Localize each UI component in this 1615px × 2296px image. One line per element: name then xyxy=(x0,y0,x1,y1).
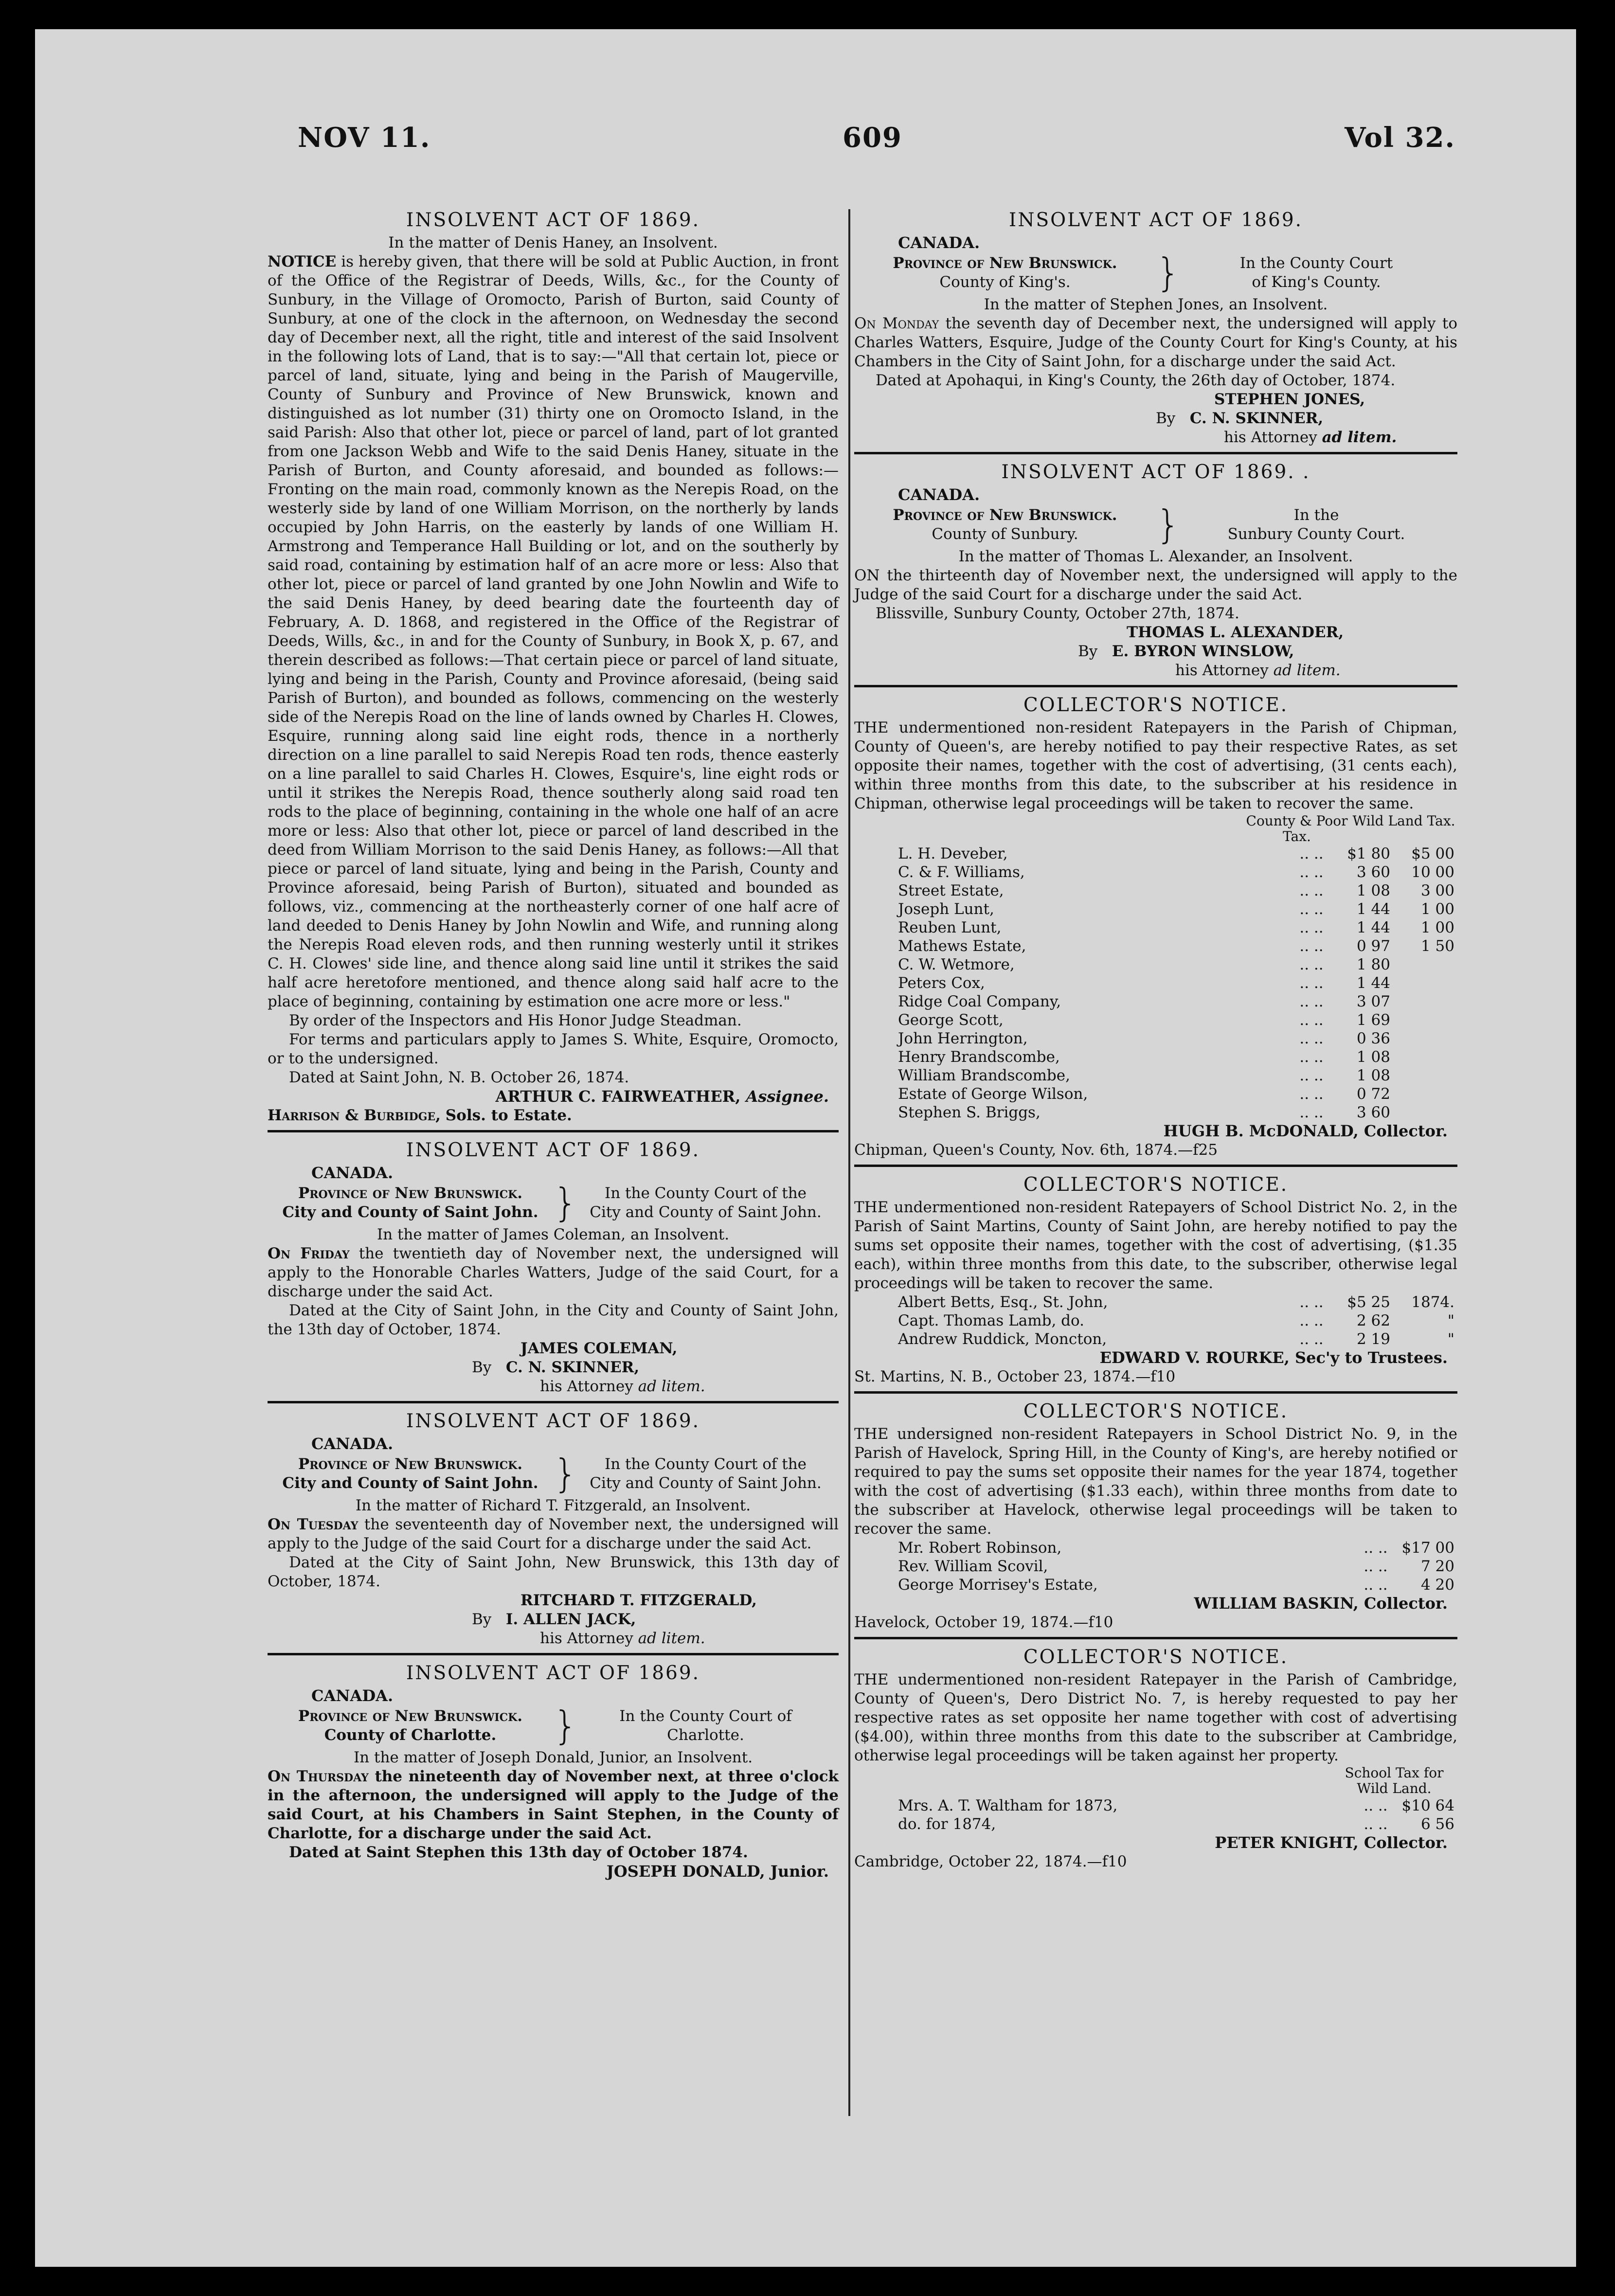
leader-dots: .. .. xyxy=(1364,1797,1388,1814)
tax-amount-2 xyxy=(1393,974,1457,992)
attorney-role xyxy=(540,1629,839,1648)
by-label: By xyxy=(1078,643,1098,660)
tax-amount: 1 08 xyxy=(1356,1048,1390,1066)
tax-amount-2 xyxy=(1393,1011,1457,1029)
tax-amount: 1 44 xyxy=(1356,919,1390,936)
notice-fitzgerald xyxy=(268,1410,839,1648)
county: City and County of Saint John. xyxy=(282,1203,538,1221)
court-line-1: In the xyxy=(1293,506,1339,524)
court-block xyxy=(268,1451,839,1496)
tax-amount-2 xyxy=(1393,955,1457,974)
notice-body-text: is hereby given, that there will be sold at Public Auction, in front of the Office of the Registrar of Deeds, Wills, &c., for the County of Sunbury, in the Village of Oromocto, Parish of Burton, said County of Sunbury, at one of the clock in the afternoon, on Wednesday the second day of December next, all the right, title and interest of the said Insolvent in the following lots of Land, that is to say:—"All that certain lot, piece or parcel of land, situate, lying and being in the Parish of Maugerville, County of Sunbury and Province of New Brunswick, known and distinguished as lot number (31) thirty one on Oromocto Island, in the said Parish: Also that other lot, piece or parcel of land, part of lot granted from one Jackson Webb and Wife to the said Denis Haney, situate in the Parish of Burton, and County aforesaid, and bounded as follows:—Fronting on the main road, commonly known as the Nerepis Road, on the westerly side by land of one William Morrison, on the northerly by lands occupied by John Harris, on the easterly by lands of one William H. Armstrong and Temperance Hall Building or lot, and on the southerly by said road, containing by estimation half of an acre more or less: Also that other lot, piece or parcel of land granted by one John Nowlin and Wife to the said Denis Haney, by deed bearing date the fourteenth day of February, A. D. 1868, and registered in the Office of the Registrar of Deeds, Wills, &c., in and for the County of Sunbury, in Book X, p. 67, and therein described as follows:—That certain piece or parcel of land situate, lying and being in the Parish, County and Province aforesaid, (being said Parish of Burton), and bounded as follows, commencing on the westerly side of the Nerepis Road on the line of lands owned by Charles H. Clowes, Esquire, running along said line eight rods, thence in a northerly direction on a line parallel to said Nerepis Road ten rods, thence easterly on a line parallel to said Charles H. Clowes, Esquire's, line eight rods or until it strikes the Nerepis Road, thence southerly along said road ten rods to the place of beginning, containing in the whole one half of an acre more or less: Also that other lot, piece or parcel of land described in the deed from William Morrison to the said Denis Haney, as follows:—All that piece or parcel of land situate, lying and being in the Parish, County and Province aforesaid, being Parish of Burton), situated and bounded as follows, viz., commencing at the northeasterly corner of one half acre of land deeded to Denis Haney by John Nowlin and Wife, and running along the Nerepis Road eleven rods, and then running westerly until it strikes C. H. Clowes' side line, and thence along said line until it strikes the said half acre heretofore mentioned, and thence along said half acre to the place of beginning, containing by estimation one acre more or less." xyxy=(268,253,839,1010)
notice-title: INSOLVENT ACT OF 1869. xyxy=(406,1410,700,1432)
attorney-role-text: his Attorney xyxy=(540,1630,633,1647)
leader-dots: .. .. xyxy=(1364,1558,1388,1575)
ratepayer-name: Street Estate, xyxy=(898,882,1004,899)
notice-signer: PETER KNIGHT, Collector. xyxy=(1215,1833,1448,1852)
court-line-1: In the County Court of the xyxy=(604,1455,807,1473)
right-column xyxy=(854,209,1457,2267)
leader-dots: .. .. xyxy=(1299,1011,1324,1029)
attorney-name: C. N. SKINNER, xyxy=(505,1359,640,1376)
notice-title: INSOLVENT ACT OF 1869. xyxy=(406,1139,700,1161)
court-left xyxy=(854,506,1156,544)
notice-canada: CANADA. xyxy=(898,485,980,504)
leader-dots: .. .. xyxy=(1299,1312,1324,1329)
ad-litem: ad litem. xyxy=(638,1378,705,1395)
tax-table xyxy=(854,1796,1457,1833)
notice-saint-martins xyxy=(854,1174,1457,1386)
table-row xyxy=(854,900,1457,918)
tax-amount: 1 08 xyxy=(1356,1067,1390,1084)
court-line-1: In the County Court of the xyxy=(604,1184,807,1202)
notice-matter: In the matter of Joseph Donald, Junior, an Insolvent. xyxy=(353,1749,753,1766)
notice-body-text: the twentieth day of November next, the undersigned will apply to the Honorable Charles Watters, Judge of the said Court, for a discharge under the said Act. xyxy=(268,1245,839,1300)
court-block xyxy=(854,250,1457,295)
notice-dated: Dated at the City of Saint John, in the City and County of Saint John, the 13th day of October, 1874. xyxy=(268,1302,839,1338)
notice-dated: Cambridge, October 22, 1874.—f10 xyxy=(854,1853,1127,1870)
leader-dots: .. .. xyxy=(1364,1815,1388,1833)
tax-amount-2: 1 50 xyxy=(1420,937,1454,955)
table-row xyxy=(854,992,1457,1011)
table-row xyxy=(854,1293,1457,1311)
table-row xyxy=(854,881,1457,900)
table-row xyxy=(854,1815,1457,1833)
court-line-1: In the County Court of xyxy=(619,1707,792,1725)
notice-signer: JAMES COLEMAN, xyxy=(520,1340,678,1357)
table-row xyxy=(854,1048,1457,1066)
court-line-2: of King's County. xyxy=(1252,273,1381,291)
table-row xyxy=(854,1576,1457,1594)
notice-signer: EDWARD V. ROURKE, Sec'y to Trustees. xyxy=(1099,1348,1448,1367)
court-right xyxy=(573,1455,839,1493)
brace-icon: } xyxy=(1156,502,1181,547)
tax-amount: 2 19 xyxy=(1356,1330,1390,1348)
header-volume: Vol 32. xyxy=(1345,122,1455,154)
table-row xyxy=(854,1796,1457,1815)
ratepayer-name: Henry Brandscombe, xyxy=(898,1048,1060,1066)
notice-donald xyxy=(268,1662,839,1881)
tax-column-header: School Tax for Wild Land. xyxy=(1345,1765,1444,1796)
notice-solicitors xyxy=(268,1106,839,1125)
notice-chipman xyxy=(854,694,1457,1160)
notice-matter: In the matter of Richard T. Fitzgerald, an Insolvent. xyxy=(355,1497,751,1514)
ratepayer-name: Albert Betts, Esq., St. John, xyxy=(898,1293,1108,1311)
notice-attorney xyxy=(1078,642,1457,661)
tax-amount: 0 36 xyxy=(1356,1030,1390,1047)
ratepayer-name: L. H. Deveber, xyxy=(898,845,1008,862)
notice-separator xyxy=(854,685,1457,687)
leader-dots: .. .. xyxy=(1364,1576,1388,1594)
notice-cambridge xyxy=(854,1646,1457,1871)
table-row xyxy=(854,955,1457,974)
notice-body xyxy=(268,1515,839,1553)
tax-amount-2 xyxy=(1393,992,1457,1011)
ratepayer-name: Mr. Robert Robinson, xyxy=(898,1539,1062,1557)
notice-coleman xyxy=(268,1139,839,1396)
leader-dots: .. .. xyxy=(1299,1104,1324,1121)
tax-amount: 3 07 xyxy=(1356,993,1390,1010)
province: Province of New Brunswick. xyxy=(298,1184,523,1202)
ratepayer-name: Capt. Thomas Lamb, do. xyxy=(898,1312,1084,1329)
notice-separator xyxy=(854,1391,1457,1394)
tax-amount-2 xyxy=(1393,1085,1457,1103)
notice-body xyxy=(268,1767,839,1843)
notice-signer: JOSEPH DONALD, Junior. xyxy=(606,1862,829,1881)
notice-signer: HUGH B. McDONALD, Collector. xyxy=(1163,1122,1448,1140)
page-header xyxy=(298,122,1455,190)
tax-amount-2 xyxy=(1393,1103,1457,1122)
court-right xyxy=(1175,506,1457,544)
notice-body: THE undermentioned non-resident Ratepayer in the Parish of Cambridge, County of Queen's, Dero District No. 7, is hereby requested to pay her respective rates as set opposite her name together with cost of advertising ($4.00), within three months from this date to the subscriber at Cambridge, otherwise legal proceedings will be taken against her property. xyxy=(854,1671,1457,1764)
ratepayer-name: Reuben Lunt, xyxy=(898,919,1002,936)
court-right xyxy=(573,1184,839,1222)
tax-amount: 1 44 xyxy=(1356,900,1390,918)
tax-amount: $10 64 xyxy=(1401,1797,1454,1814)
table-row xyxy=(854,1085,1457,1103)
leader-dots: .. .. xyxy=(1299,937,1324,955)
ad-litem: ad litem. xyxy=(1273,662,1341,679)
attorney-role-text: his Attorney xyxy=(540,1378,633,1395)
leader-dots: .. .. xyxy=(1299,882,1324,899)
notice-alexander xyxy=(854,461,1457,680)
notice-separator xyxy=(854,1637,1457,1639)
ratepayer-name: John Herrington, xyxy=(898,1030,1028,1047)
by-label: By xyxy=(472,1359,492,1376)
court-block xyxy=(854,502,1457,547)
court-block xyxy=(268,1703,839,1748)
brace-icon: } xyxy=(553,1451,578,1496)
notice-attorney xyxy=(472,1610,839,1629)
table-row xyxy=(854,937,1457,955)
leader-dots: .. .. xyxy=(1299,993,1324,1010)
table-row xyxy=(854,1311,1457,1330)
court-left xyxy=(854,254,1156,292)
tax-amount: 3 60 xyxy=(1356,1104,1390,1121)
leader-dots: .. .. xyxy=(1299,1330,1324,1348)
by-label: By xyxy=(472,1611,492,1628)
notice-separator xyxy=(854,452,1457,454)
province: Province of New Brunswick. xyxy=(893,254,1117,272)
table-row xyxy=(854,1539,1457,1557)
tax-amount: 7 20 xyxy=(1420,1558,1454,1575)
notice-dated: Blissville, Sunbury County, October 27th, 1874. xyxy=(876,605,1239,622)
notice-canada: CANADA. xyxy=(898,233,980,252)
ratepayer-name: Mrs. A. T. Waltham for 1873, xyxy=(898,1797,1118,1814)
notice-dated: Dated at Saint John, N. B. October 26, 1874. xyxy=(289,1069,629,1086)
tax-amount-2: 1 00 xyxy=(1420,900,1454,918)
notice-title: INSOLVENT ACT OF 1869. . xyxy=(1001,461,1310,483)
notice-body xyxy=(854,314,1457,371)
notice-dated: Dated at Apohaqui, in King's County, the 26th day of October, 1874. xyxy=(876,372,1396,389)
attorney-role-text: his Attorney xyxy=(1175,662,1269,679)
table-row xyxy=(854,844,1457,863)
table-row xyxy=(854,863,1457,881)
notice-separator xyxy=(268,1401,839,1403)
ad-litem: ad litem. xyxy=(638,1630,705,1647)
tax-amount: $5 25 xyxy=(1347,1293,1390,1311)
left-column xyxy=(268,209,839,2267)
ratepayer-name: do. for 1874, xyxy=(898,1815,996,1833)
notice-title: INSOLVENT ACT OF 1869. xyxy=(406,209,700,231)
tax-amount: 2 62 xyxy=(1356,1312,1390,1329)
notice-title: COLLECTOR'S NOTICE. xyxy=(1023,1400,1289,1422)
notice-body xyxy=(268,252,839,1011)
tax-amount-2: 1874. xyxy=(1411,1293,1454,1311)
table-row xyxy=(854,974,1457,992)
leader-dots: .. .. xyxy=(1299,1030,1324,1047)
signer-role: Assignee. xyxy=(746,1087,829,1106)
notice-attorney xyxy=(472,1358,839,1377)
tax-amount-2: " xyxy=(1447,1330,1454,1348)
tax-amount-2: $5 00 xyxy=(1411,845,1454,862)
tax-amount-2: 3 00 xyxy=(1420,882,1454,899)
notice-separator xyxy=(268,1130,839,1132)
by-label: By xyxy=(1156,410,1176,427)
header-page-number: 609 xyxy=(843,122,902,154)
leader-dots: .. .. xyxy=(1299,1067,1324,1084)
tax-amount: 3 60 xyxy=(1356,863,1390,881)
tax-table xyxy=(854,844,1457,1122)
notice-body: THE undersigned non-resident Ratepayers in School District No. 9, in the Parish of Havelock, Spring Hill, in the County of King's, are hereby notified or required to pay the sums set opposite their names for the year 1874, together with the cost of advertising ($1.33 each), within three months from date to the subscriber at Havelock, otherwise legal proceedings will be taken to recover the same. xyxy=(854,1425,1457,1538)
on-day: On Monday xyxy=(854,315,939,332)
notice-signer xyxy=(268,1087,839,1106)
ratepayer-name: Rev. William Scovil, xyxy=(898,1558,1048,1575)
county: City and County of Saint John. xyxy=(282,1474,538,1492)
tax-amount: 6 56 xyxy=(1420,1815,1454,1833)
ratepayer-name: George Scott, xyxy=(898,1011,1004,1029)
leader-dots: .. .. xyxy=(1299,1048,1324,1066)
leader-dots: .. .. xyxy=(1299,956,1324,973)
brace-icon: } xyxy=(553,1703,578,1748)
on-day: On Tuesday xyxy=(268,1516,359,1533)
notice-matter: In the matter of Thomas L. Alexander, an Insolvent. xyxy=(958,548,1353,565)
ratepayer-name: Ridge Coal Company, xyxy=(898,993,1061,1010)
court-left xyxy=(268,1707,553,1745)
notice-dated: Dated at Saint Stephen this 13th day of October 1874. xyxy=(289,1844,748,1861)
on-day: On Friday xyxy=(268,1245,350,1262)
leader-dots: .. .. xyxy=(1299,1293,1324,1311)
notice-matter: In the matter of James Coleman, an Insolvent. xyxy=(377,1226,730,1243)
notice-attorney xyxy=(1156,409,1457,428)
notice-title: INSOLVENT ACT OF 1869. xyxy=(1008,209,1303,231)
tax-table xyxy=(854,1293,1457,1348)
notice-jones xyxy=(854,209,1457,447)
court-line-2: Charlotte. xyxy=(667,1726,744,1744)
notice-signer: WILLIAM BASKIN, Collector. xyxy=(1194,1594,1448,1613)
county: County of King's. xyxy=(939,273,1071,291)
tax-amount: 1 80 xyxy=(1356,956,1390,973)
notice-havelock xyxy=(854,1400,1457,1632)
tax-column-header: Wild Land Tax. xyxy=(1352,813,1455,829)
notice-separator xyxy=(268,1653,839,1655)
court-line-2: City and County of Saint John. xyxy=(590,1203,822,1221)
ratepayer-name: Estate of George Wilson, xyxy=(898,1085,1088,1103)
notice-canada: CANADA. xyxy=(311,1686,394,1705)
tax-amount: 1 08 xyxy=(1356,882,1390,899)
notice-dated: Havelock, October 19, 1874.—f10 xyxy=(854,1614,1113,1631)
header-date: NOV 11. xyxy=(298,122,431,154)
signer-name: ARTHUR C. FAIRWEATHER, xyxy=(495,1087,741,1106)
notice-body: ON the thirteenth day of November next, the undersigned will apply to the Judge of the said Court for a discharge under the said Act. xyxy=(854,567,1457,603)
brace-icon: } xyxy=(1156,250,1181,295)
table-row xyxy=(854,1066,1457,1085)
court-line-2: City and County of Saint John. xyxy=(590,1474,822,1492)
attorney-name: E. BYRON WINSLOW, xyxy=(1112,643,1294,660)
notice-canada: CANADA. xyxy=(311,1164,394,1182)
attorney-role xyxy=(540,1377,839,1396)
solicitors-name: Harrison & Burbidge, xyxy=(268,1107,441,1124)
tax-amount-2 xyxy=(1393,1048,1457,1066)
notice-signer: STEPHEN JONES, xyxy=(1214,391,1365,408)
province: Province of New Brunswick. xyxy=(298,1707,523,1725)
notice-body-text: the seventeenth day of November next, the undersigned will apply to the Judge of the said Court for a discharge under the said Act. xyxy=(268,1516,839,1552)
court-left xyxy=(268,1455,553,1493)
province: Province of New Brunswick. xyxy=(298,1455,523,1473)
table-row xyxy=(854,1103,1457,1122)
leader-dots: .. .. xyxy=(1299,974,1324,992)
notice-dated: St. Martins, N. B., October 23, 1874.—f10 xyxy=(854,1368,1176,1385)
table-row xyxy=(854,918,1457,937)
on-day: On Thursday xyxy=(268,1768,369,1785)
county: County of Charlotte. xyxy=(324,1726,497,1744)
tax-amount: $17 00 xyxy=(1401,1539,1454,1557)
ratepayer-name: Peters Cox, xyxy=(898,974,985,992)
court-block xyxy=(268,1180,839,1225)
column-divider xyxy=(848,209,850,2116)
tax-amount-2: 10 00 xyxy=(1411,863,1454,881)
notice-separator xyxy=(854,1165,1457,1167)
tax-amount: 4 20 xyxy=(1420,1576,1454,1594)
notice-matter: In the matter of Denis Haney, an Insolvent. xyxy=(388,234,718,251)
tax-amount: 0 72 xyxy=(1356,1085,1390,1103)
notice-body-text: the seventh day of December next, the undersigned will apply to Charles Watters, Esquire, Judge of the County Court for King's County, at his Chambers in the City of Saint John, for a discharge under the said Act. xyxy=(854,315,1457,370)
ratepayer-name: George Morrisey's Estate, xyxy=(898,1576,1098,1594)
ratepayer-name: Mathews Estate, xyxy=(898,937,1026,955)
attorney-role xyxy=(1175,661,1457,680)
ratepayer-name: Stephen S. Briggs, xyxy=(898,1104,1041,1121)
ratepayer-name: William Brandscombe, xyxy=(898,1067,1070,1084)
notice-signer: THOMAS L. ALEXANDER, xyxy=(1127,624,1344,641)
notice-title: COLLECTOR'S NOTICE. xyxy=(1023,694,1289,716)
table-row xyxy=(854,1557,1457,1576)
court-line-2: Sunbury County Court. xyxy=(1227,525,1405,543)
newspaper-page xyxy=(35,29,1576,2267)
tax-amount-2: " xyxy=(1447,1312,1454,1329)
notice-dated: Dated at the City of Saint John, New Brunswick, this 13th day of October, 1874. xyxy=(268,1554,839,1590)
court-right xyxy=(1175,254,1457,292)
court-right xyxy=(573,1707,839,1745)
attorney-name: I. ALLEN JACK, xyxy=(505,1611,636,1628)
attorney-name: C. N. SKINNER, xyxy=(1189,410,1324,427)
county: County of Sunbury. xyxy=(932,525,1078,543)
tax-amount: 1 44 xyxy=(1356,974,1390,992)
court-left xyxy=(268,1184,553,1222)
ad-litem: ad litem. xyxy=(1322,429,1397,446)
notice-title: COLLECTOR'S NOTICE. xyxy=(1023,1646,1289,1668)
province: Province of New Brunswick. xyxy=(893,506,1117,524)
solicitors-role: Sols. to Estate. xyxy=(445,1107,572,1124)
leader-dots: .. .. xyxy=(1299,919,1324,936)
tax-amount-2 xyxy=(1393,1066,1457,1085)
notice-title: INSOLVENT ACT OF 1869. xyxy=(406,1662,700,1684)
notice-signer: RITCHARD T. FITZGERALD, xyxy=(520,1592,757,1609)
notice-lead: NOTICE xyxy=(268,253,337,270)
notice-title: COLLECTOR'S NOTICE. xyxy=(1023,1174,1289,1196)
brace-icon: } xyxy=(553,1180,578,1225)
leader-dots: .. .. xyxy=(1299,863,1324,881)
table-row xyxy=(854,1011,1457,1029)
table-row xyxy=(854,1330,1457,1348)
notice-dated: Chipman, Queen's County, Nov. 6th, 1874.—f25 xyxy=(854,1141,1218,1159)
tax-amount: 0 97 xyxy=(1356,937,1390,955)
notice-body-text: the nineteenth day of November next, at three o'clock in the afternoon, the undersigned will apply to the Judge of the said Court, at his Chambers in Saint Stephen, in the County of Charlotte, for a discharge under the said Act. xyxy=(268,1768,839,1842)
ratepayer-name: Joseph Lunt, xyxy=(898,900,994,918)
ratepayer-name: C. & F. Williams, xyxy=(898,863,1025,881)
leader-dots: .. .. xyxy=(1299,845,1324,862)
notice-terms: For terms and particulars apply to James S. White, Esquire, Oromocto, or to the undersigned. xyxy=(268,1031,839,1067)
tax-amount-2: 1 00 xyxy=(1420,919,1454,936)
tax-column-headers xyxy=(854,1765,1457,1796)
tax-amount-2 xyxy=(1393,1029,1457,1048)
notice-body: THE undermentioned non-resident Ratepayers in the Parish of Chipman, County of Queen's, are hereby notified to pay their respective Rates, as set opposite their names, together with the cost of advertising, (31 cents each), within three months from this date, to the subscriber at his residence in Chipman, otherwise legal proceedings will be taken to recover the same. xyxy=(854,719,1457,812)
notice-canada: CANADA. xyxy=(311,1435,394,1453)
notice-body xyxy=(268,1244,839,1301)
notice-body: THE undermentioned non-resident Ratepayers of School District No. 2, in the Parish of Saint Martins, County of Saint John, are hereby notified to pay the sums set opposite their names, together with the cost of advertising, ($1.35 each), within three months from this date, to the subscriber, otherwise legal proceedings will be taken to recover the same. xyxy=(854,1199,1457,1292)
tax-column-header: County & Poor Tax. xyxy=(1246,813,1348,844)
attorney-role xyxy=(1224,428,1457,447)
tax-amount: $1 80 xyxy=(1347,845,1390,862)
leader-dots: .. .. xyxy=(1299,1085,1324,1103)
attorney-role-text: his Attorney xyxy=(1224,429,1317,446)
notice-matter: In the matter of Stephen Jones, an Insolvent. xyxy=(984,296,1328,313)
table-row xyxy=(854,1029,1457,1048)
tax-column-headers xyxy=(854,813,1457,844)
ratepayer-name: Andrew Ruddick, Moncton, xyxy=(898,1330,1107,1348)
court-line-1: In the County Court xyxy=(1239,254,1393,272)
tax-table xyxy=(854,1539,1457,1594)
notice-order: By order of the Inspectors and His Honor Judge Steadman. xyxy=(289,1012,742,1029)
ratepayer-name: C. W. Wetmore, xyxy=(898,956,1015,973)
notice-haney xyxy=(268,209,839,1125)
leader-dots: .. .. xyxy=(1299,900,1324,918)
tax-amount: 1 69 xyxy=(1356,1011,1390,1029)
leader-dots: .. .. xyxy=(1364,1539,1388,1557)
